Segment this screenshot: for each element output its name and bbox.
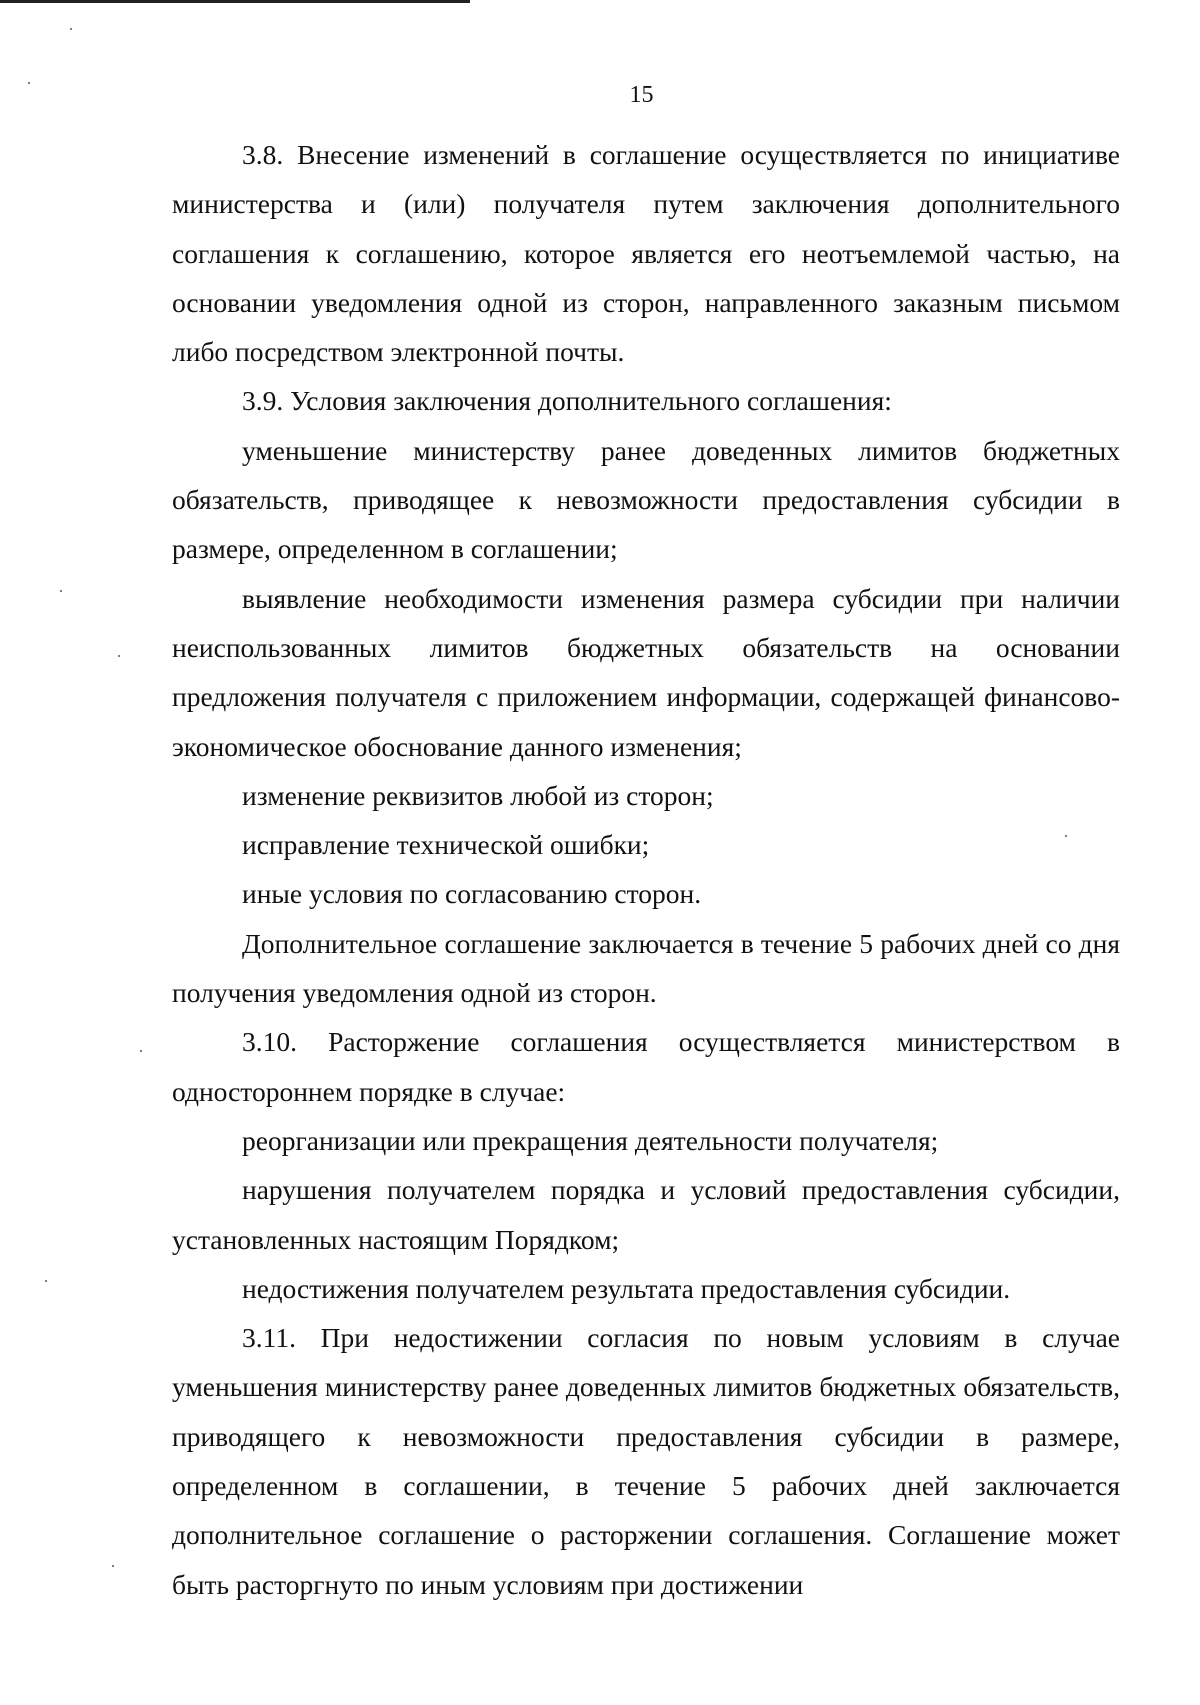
paragraph-3-11: 3.11. При недостижении согласия по новым условиям в случае уменьшения министерству ранее доведенных лимитов бюджетных обязательств, приводящего к невозможности предоставления субсидии в размере, определенном в соглашении, в течение 5 рабочих дней заключается дополнительное соглашение о расторжении соглашения. Соглашение может быть расторгнуто по иным условиям при достижении — [172, 1322, 1120, 1600]
list-item-other-conditions: иные условия по согласованию сторон. — [242, 878, 702, 910]
paragraph-3-8: 3.8. Внесение изменений в соглашение осуществляется по инициативе министерства и (или) получателя путем заключения дополнительного соглашения к соглашению, которое является его неотъемлемой частью, на основании уведомления одной из сторон, направленного заказным письмом либо посредством электронной почты. — [172, 139, 1120, 368]
scan-speck — [70, 28, 72, 30]
scan-speck — [28, 82, 30, 84]
list-item-violation: нарушения получателем порядка и условий предоставления субсидии, установленных настоящим Порядком; — [172, 1174, 1120, 1255]
document-body — [172, 130, 1120, 1609]
scan-speck — [60, 590, 62, 592]
paragraph-agreement-term: Дополнительное соглашение заключается в течение 5 рабочих дней со дня получения уведомления одной из сторон. — [172, 927, 1120, 1009]
list-item-technical-error: исправление технической ошибки; — [242, 829, 650, 861]
paragraph-3-9-heading: 3.9. Условия заключения дополнительного соглашения: — [242, 385, 892, 417]
scan-speck — [45, 1280, 47, 1282]
scan-speck — [118, 655, 120, 657]
list-item-requisites-change: изменение реквизитов любой из сторон; — [242, 779, 714, 811]
list-item-result-not-achieved: недостижения получателем результата предоставления субсидии. — [242, 1272, 1011, 1304]
scan-top-border — [0, 0, 470, 3]
scan-speck — [1065, 835, 1067, 837]
scan-speck — [140, 1050, 142, 1052]
paragraph-3-10: 3.10. Расторжение соглашения осуществляется министерством в одностороннем порядке в случае: — [172, 1026, 1120, 1107]
list-item-limit-reduction: уменьшение министерству ранее доведенных лимитов бюджетных обязательств, приводящее к невозможности предоставления субсидии в размере, определенном в соглашении; — [172, 434, 1120, 565]
list-item-subsidy-change: выявление необходимости изменения размера субсидии при наличии неиспользованных лимитов бюджетных обязательств на основании предложения получателя с приложением информации, содержащей финансово-экономическое обоснование данного изменения; — [172, 582, 1120, 762]
page-number: 15 — [629, 82, 654, 108]
list-item-reorganization: реорганизации или прекращения деятельности получателя; — [242, 1124, 939, 1156]
scan-speck — [112, 1565, 114, 1567]
